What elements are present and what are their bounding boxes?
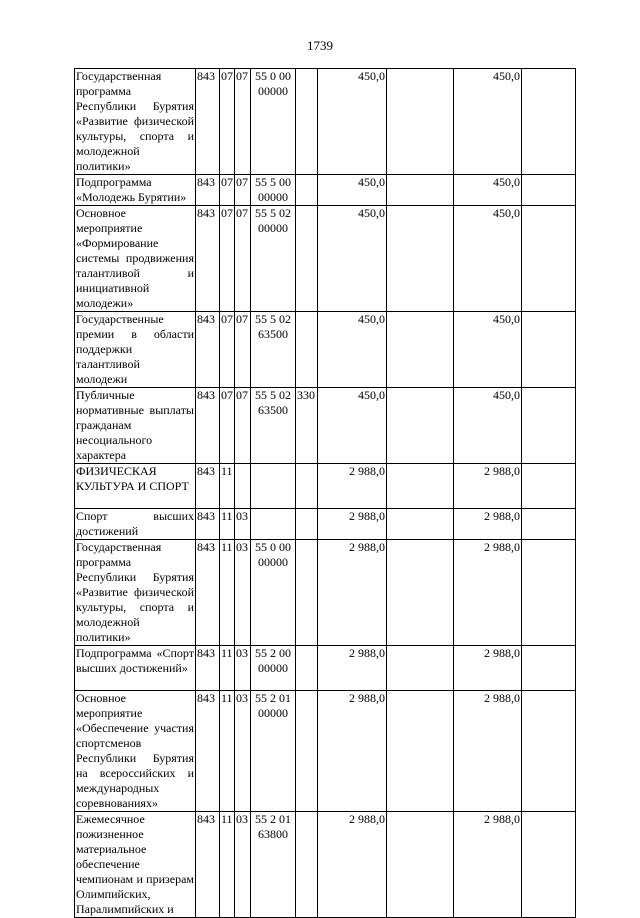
target-article-cell <box>251 509 296 540</box>
amount-cell-1: 2 988,0 <box>318 812 387 918</box>
amount-cell-2 <box>387 691 454 812</box>
subsection-code-cell: 07 <box>235 175 251 206</box>
grbs-code-cell: 843 <box>196 540 220 646</box>
amount-cell-1: 2 988,0 <box>318 509 387 540</box>
target-article-cell: 55 2 00 00000 <box>251 646 296 691</box>
section-code-cell: 07 <box>220 388 235 464</box>
amount-cell-1: 450,0 <box>318 206 387 312</box>
amount-cell-4 <box>522 646 576 691</box>
amount-cell-3: 450,0 <box>454 206 522 312</box>
row-name-cell: Подпрограмма «Спорт высших достижений» <box>75 646 196 691</box>
grbs-code-cell: 843 <box>196 312 220 388</box>
amount-cell-3: 2 988,0 <box>454 464 522 509</box>
table-row <box>75 646 576 691</box>
target-article-cell: 55 0 00 00000 <box>251 69 296 175</box>
row-name-cell: Основное мероприятие «Обеспечение участия спортсменов Республики Бурятия на всероссийских и международных соревнованиях» <box>76 691 194 810</box>
expense-type-cell <box>296 540 318 646</box>
row-name-cell: Публичные нормативные выплаты гражданам несоциального характера <box>76 388 194 462</box>
table-row <box>75 206 576 312</box>
table-row <box>75 540 576 646</box>
amount-cell-4 <box>522 509 576 540</box>
amount-cell-2 <box>387 540 454 646</box>
amount-cell-2 <box>387 312 454 388</box>
section-code-cell: 11 <box>220 691 235 812</box>
subsection-code-cell: 07 <box>235 69 251 175</box>
row-name-cell: Государственные премии в области поддержки талантливой молодежи <box>76 312 194 386</box>
subsection-code-cell: 07 <box>235 388 251 464</box>
amount-cell-4 <box>522 388 576 464</box>
expense-type-cell <box>296 175 318 206</box>
amount-cell-2 <box>387 69 454 175</box>
subsection-code-cell: 03 <box>235 540 251 646</box>
target-article-cell <box>251 464 296 509</box>
row-name-cell: Подпрограмма «Молодежь Бурятии» <box>75 175 196 206</box>
grbs-code-cell: 843 <box>196 206 220 312</box>
amount-cell-1: 2 988,0 <box>318 540 387 646</box>
grbs-code-cell: 843 <box>196 175 220 206</box>
target-article-cell: 55 5 02 00000 <box>251 206 296 312</box>
amount-cell-1: 2 988,0 <box>318 646 387 691</box>
amount-cell-1: 450,0 <box>318 175 387 206</box>
subsection-code-cell: 03 <box>235 691 251 812</box>
table-body <box>75 69 576 918</box>
amount-cell-2 <box>387 464 454 509</box>
section-code-cell: 11 <box>220 540 235 646</box>
grbs-code-cell: 843 <box>196 812 220 918</box>
amount-cell-4 <box>522 69 576 175</box>
amount-cell-4 <box>522 540 576 646</box>
row-name-cell: Государственная программа Республики Бурятия «Развитие физической культуры, спорта и молодежной политики» <box>76 69 194 173</box>
amount-cell-3: 2 988,0 <box>454 691 522 812</box>
expense-type-cell <box>296 312 318 388</box>
table-row <box>75 388 576 464</box>
amount-cell-3: 2 988,0 <box>454 540 522 646</box>
subsection-code-cell: 07 <box>235 312 251 388</box>
amount-cell-4 <box>522 175 576 206</box>
grbs-code-cell: 843 <box>196 388 220 464</box>
expense-type-cell <box>296 509 318 540</box>
amount-cell-4 <box>522 691 576 812</box>
table-row <box>75 509 576 540</box>
row-name-cell: Ежемесячное пожизненное материальное обеспечение чемпионам и призерам Олимпийских, Паралимпийских и <box>76 812 194 916</box>
amount-cell-1: 2 988,0 <box>318 464 387 509</box>
expense-type-cell <box>296 464 318 509</box>
amount-cell-1: 450,0 <box>318 69 387 175</box>
amount-cell-3: 450,0 <box>454 175 522 206</box>
amount-cell-1: 450,0 <box>318 388 387 464</box>
section-code-cell: 11 <box>220 509 235 540</box>
expense-type-cell <box>296 206 318 312</box>
section-code-cell: 07 <box>220 312 235 388</box>
expense-type-cell <box>296 691 318 812</box>
amount-cell-2 <box>387 646 454 691</box>
amount-cell-4 <box>522 206 576 312</box>
table-row <box>75 175 576 206</box>
table-row <box>75 691 576 812</box>
amount-cell-3: 450,0 <box>454 69 522 175</box>
target-article-cell: 55 5 02 63500 <box>251 312 296 388</box>
table-row <box>75 69 576 175</box>
section-code-cell: 11 <box>220 464 235 509</box>
expense-type-cell: 330 <box>296 388 318 464</box>
amount-cell-2 <box>387 388 454 464</box>
row-name-cell: Государственная программа Республики Бурятия «Развитие физической культуры, спорта и молодежной политики» <box>76 540 194 644</box>
subsection-code-cell <box>235 464 251 509</box>
target-article-cell: 55 2 01 00000 <box>251 691 296 812</box>
amount-cell-4 <box>522 464 576 509</box>
target-article-cell: 55 2 01 63800 <box>251 812 296 918</box>
subsection-code-cell: 07 <box>235 206 251 312</box>
amount-cell-3: 450,0 <box>454 388 522 464</box>
amount-cell-3: 2 988,0 <box>454 646 522 691</box>
subsection-code-cell: 03 <box>235 646 251 691</box>
section-code-cell: 07 <box>220 175 235 206</box>
target-article-cell: 55 5 00 00000 <box>251 175 296 206</box>
section-code-cell: 07 <box>220 206 235 312</box>
amount-cell-2 <box>387 175 454 206</box>
table-row <box>75 312 576 388</box>
amount-cell-3: 2 988,0 <box>454 812 522 918</box>
expense-type-cell <box>296 812 318 918</box>
table-row <box>75 464 576 509</box>
grbs-code-cell: 843 <box>196 691 220 812</box>
amount-cell-1: 2 988,0 <box>318 691 387 812</box>
grbs-code-cell: 843 <box>196 646 220 691</box>
amount-cell-2 <box>387 509 454 540</box>
subsection-code-cell: 03 <box>235 509 251 540</box>
expense-type-cell <box>296 646 318 691</box>
amount-cell-2 <box>387 812 454 918</box>
row-name-cell: Спорт высших достижений <box>76 509 194 538</box>
section-code-cell: 11 <box>220 812 235 918</box>
subsection-code-cell: 03 <box>235 812 251 918</box>
target-article-cell: 55 0 00 00000 <box>251 540 296 646</box>
section-code-cell: 11 <box>220 646 235 691</box>
section-code-cell: 07 <box>220 69 235 175</box>
grbs-code-cell: 843 <box>196 464 220 509</box>
page-number: 1739 <box>307 38 333 53</box>
amount-cell-2 <box>387 206 454 312</box>
amount-cell-3: 2 988,0 <box>454 509 522 540</box>
amount-cell-4 <box>522 312 576 388</box>
expense-type-cell <box>296 69 318 175</box>
row-name-cell: ФИЗИЧЕСКАЯ КУЛЬТУРА И СПОРТ <box>75 464 196 509</box>
row-name-cell: Основное мероприятие «Формирование системы продвижения талантливой и инициативной молодежи» <box>76 206 194 310</box>
amount-cell-1: 450,0 <box>318 312 387 388</box>
grbs-code-cell: 843 <box>196 69 220 175</box>
grbs-code-cell: 843 <box>196 509 220 540</box>
amount-cell-3: 450,0 <box>454 312 522 388</box>
amount-cell-4 <box>522 812 576 918</box>
table-row <box>75 812 576 918</box>
target-article-cell: 55 5 02 63500 <box>251 388 296 464</box>
budget-table <box>74 68 576 918</box>
